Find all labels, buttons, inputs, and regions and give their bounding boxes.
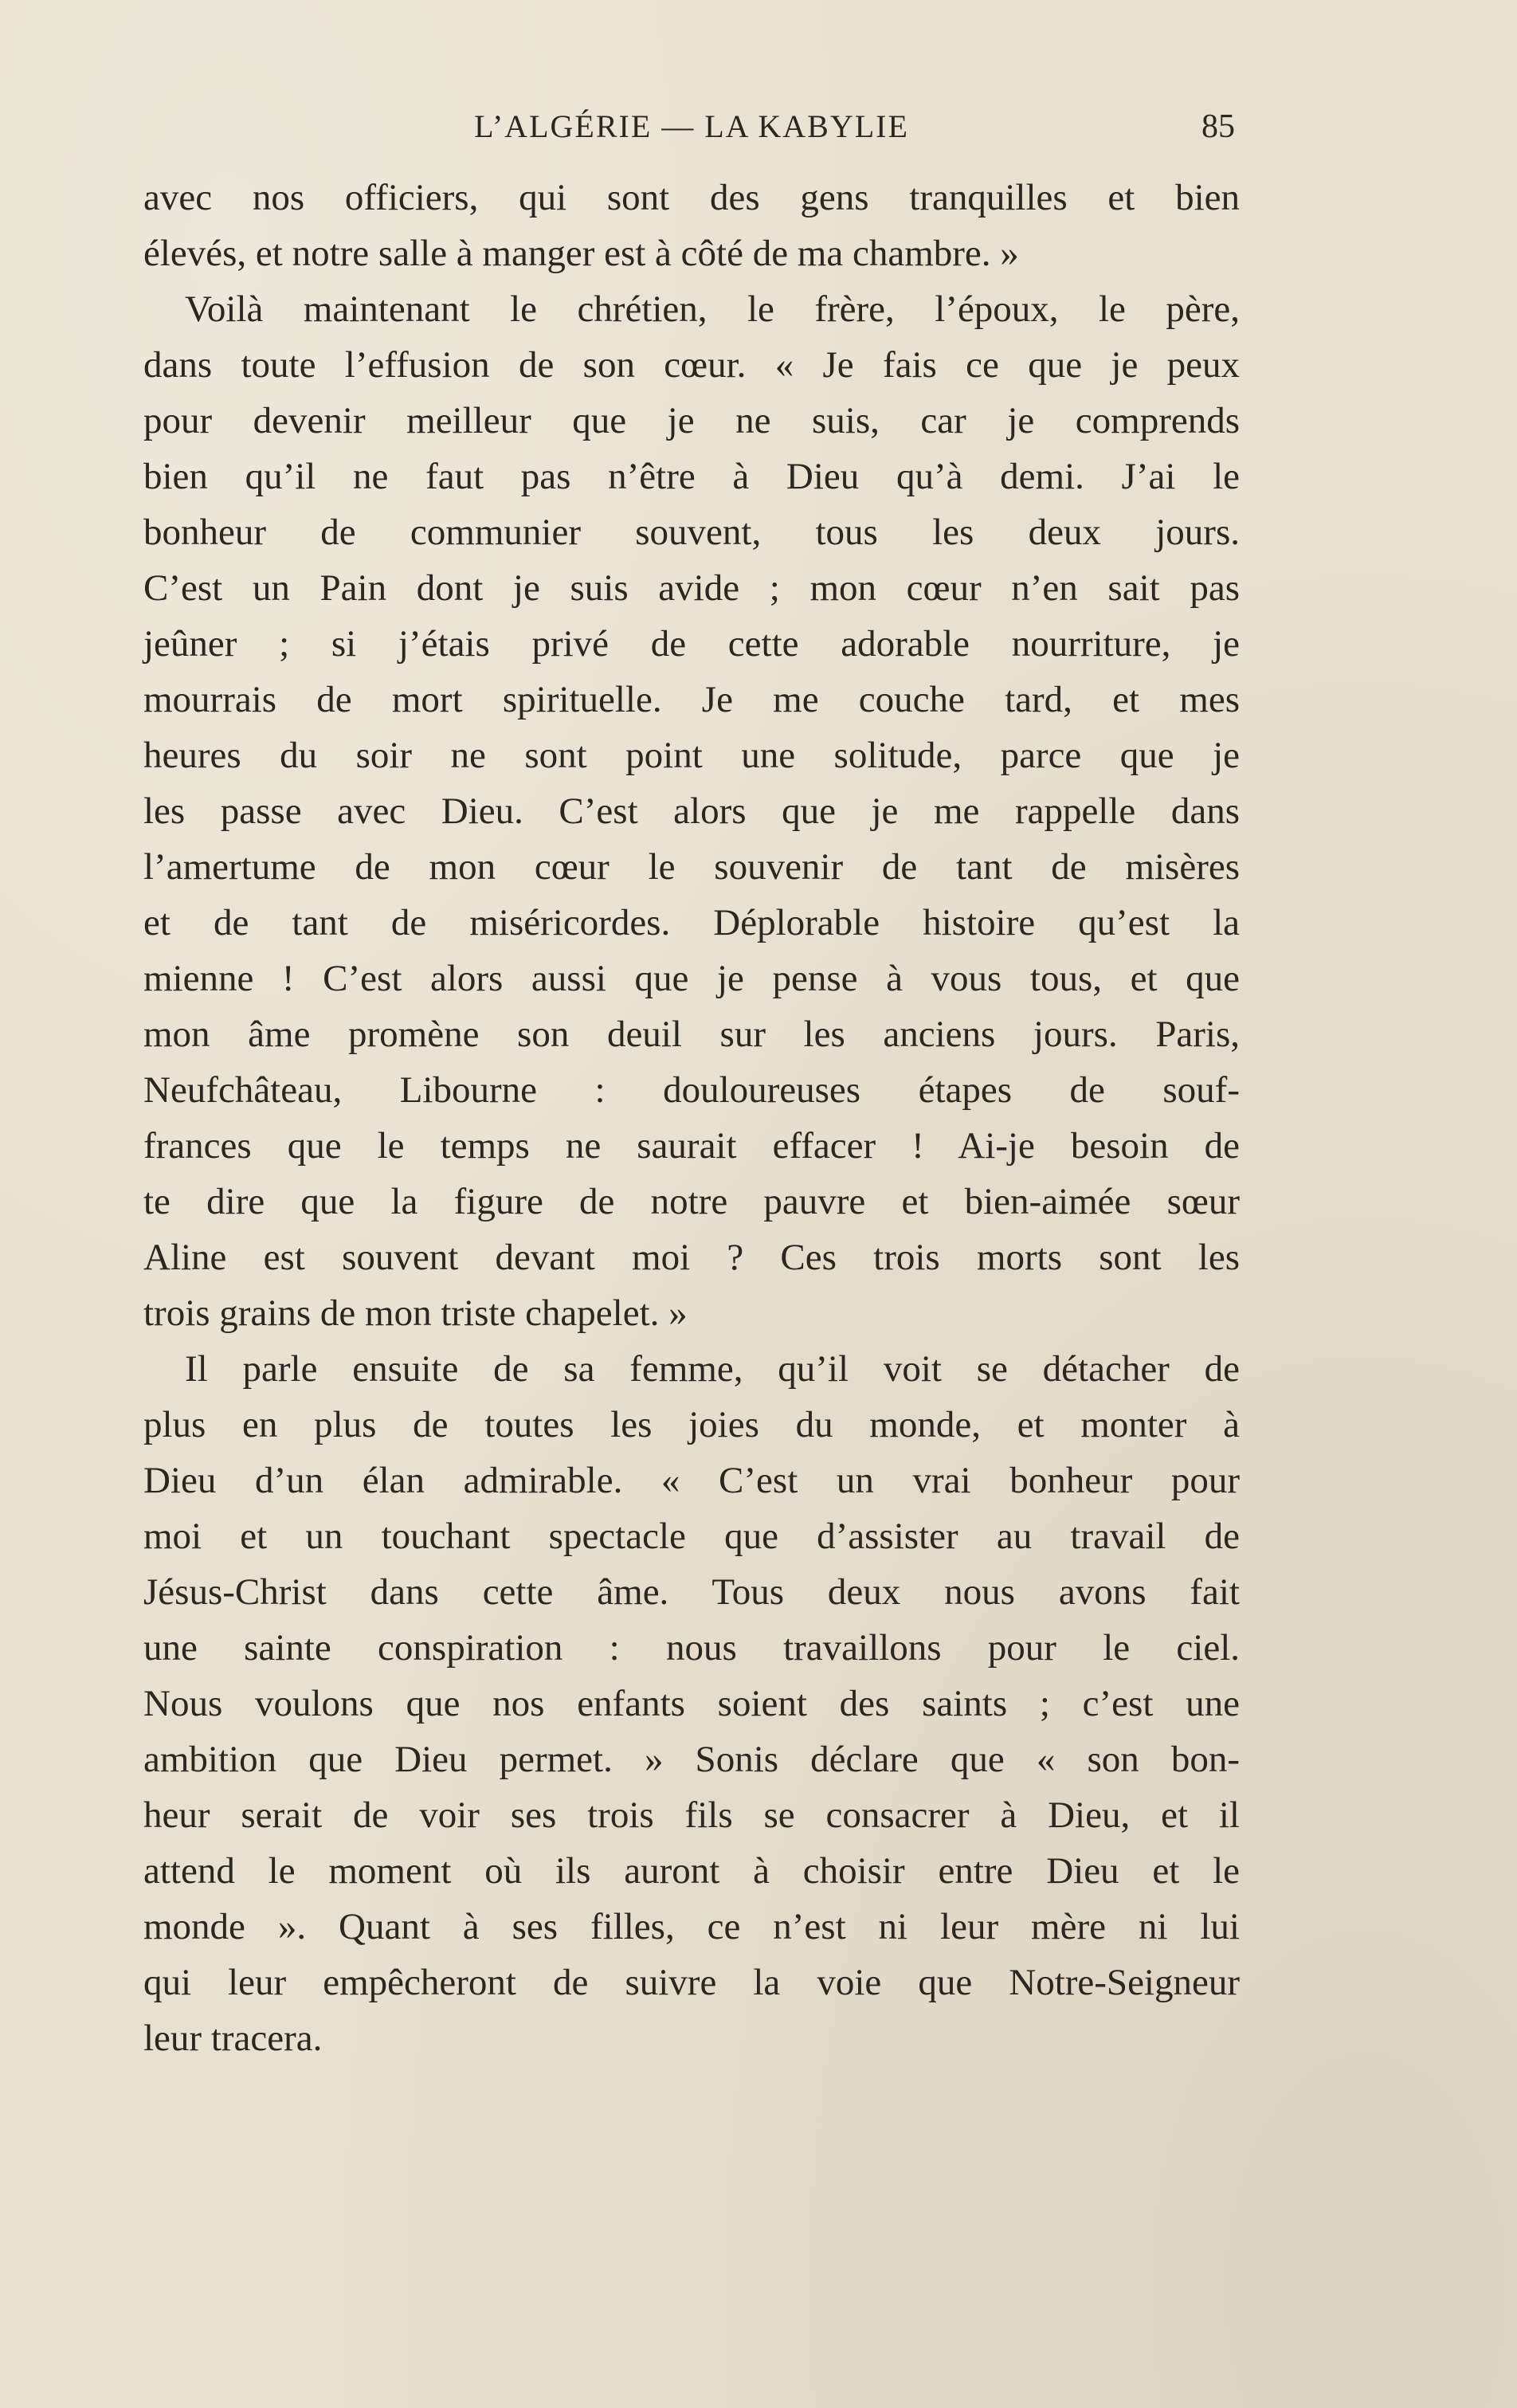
text-line: Jésus-Christ dans cette âme. Tous deux nous avons fait bbox=[143, 1571, 1240, 1613]
text-line: bonheur de communier souvent, tous les deux jours. bbox=[143, 512, 1240, 553]
text-line: bien qu’il ne faut pas n’être à Dieu qu’à demi. J’ai le bbox=[143, 456, 1240, 497]
text-line: leur tracera. bbox=[143, 2018, 323, 2059]
text-line: trois grains de mon triste chapelet. » bbox=[143, 1292, 688, 1334]
text-line: les passe avec Dieu. C’est alors que je me rappelle dans bbox=[143, 790, 1240, 832]
text-line: jeûner ; si j’étais privé de cette adorable nourriture, je bbox=[143, 623, 1240, 665]
text-line: heur serait de voir ses trois fils se consacrer à Dieu, et il bbox=[143, 1794, 1240, 1836]
text-line: attend le moment où ils auront à choisir entre Dieu et le bbox=[143, 1850, 1240, 1892]
text-line: qui leur empêcheront de suivre la voie que Notre-Seigneur bbox=[143, 1962, 1240, 2003]
text-line: élevés, et notre salle à manger est à côté de ma chambre. » bbox=[143, 233, 1019, 274]
body-text bbox=[143, 170, 1240, 2066]
running-title: L’ALGÉRIE — LA KABYLIE bbox=[474, 108, 909, 144]
text-line: Il parle ensuite de sa femme, qu’il voit se détacher de bbox=[185, 1348, 1240, 1390]
text-line: te dire que la figure de notre pauvre et bien-aimée sœur bbox=[143, 1181, 1240, 1222]
text-line: mon âme promène son deuil sur les anciens jours. Paris, bbox=[143, 1014, 1240, 1055]
text-line: Nous voulons que nos enfants soient des saints ; c’est une bbox=[143, 1683, 1240, 1724]
text-line: Neufchâteau, Libourne : douloureuses étapes de souf- bbox=[143, 1069, 1240, 1111]
text-line: Voilà maintenant le chrétien, le frère, l’époux, le père, bbox=[185, 288, 1240, 330]
text-line: avec nos officiers, qui sont des gens tranquilles et bien bbox=[143, 177, 1240, 218]
text-line: l’amertume de mon cœur le souvenir de tant de misères bbox=[143, 846, 1240, 888]
text-line: mienne ! C’est alors aussi que je pense à vous tous, et que bbox=[143, 958, 1240, 999]
text-line: dans toute l’effusion de son cœur. « Je fais ce que je peux bbox=[143, 344, 1240, 386]
text-line: mourrais de mort spirituelle. Je me couche tard, et mes bbox=[143, 679, 1240, 720]
page-header bbox=[148, 99, 1235, 155]
text-line: Dieu d’un élan admirable. « C’est un vrai bonheur pour bbox=[143, 1460, 1240, 1501]
text-line: pour devenir meilleur que je ne suis, car je comprends bbox=[143, 400, 1240, 441]
text-line: Aline est souvent devant moi ? Ces trois morts sont les bbox=[143, 1237, 1240, 1278]
page-number: 85 bbox=[1201, 108, 1235, 145]
text-line: moi et un touchant spectacle que d’assister au travail de bbox=[143, 1516, 1240, 1557]
text-line: et de tant de miséricordes. Déplorable histoire qu’est la bbox=[143, 902, 1240, 943]
text-line: frances que le temps ne saurait effacer ! Ai-je besoin de bbox=[143, 1125, 1240, 1167]
text-line: heures du soir ne sont point une solitude, parce que je bbox=[143, 735, 1240, 776]
text-line: ambition que Dieu permet. » Sonis déclare que « son bon- bbox=[143, 1739, 1240, 1780]
text-line: C’est un Pain dont je suis avide ; mon cœur n’en sait pas bbox=[143, 567, 1240, 609]
text-line: monde ». Quant à ses filles, ce n’est ni leur mère ni lui bbox=[143, 1906, 1240, 1947]
text-line: plus en plus de toutes les joies du monde, et monter à bbox=[143, 1404, 1240, 1445]
text-line: une sainte conspiration : nous travaillons pour le ciel. bbox=[143, 1627, 1240, 1669]
